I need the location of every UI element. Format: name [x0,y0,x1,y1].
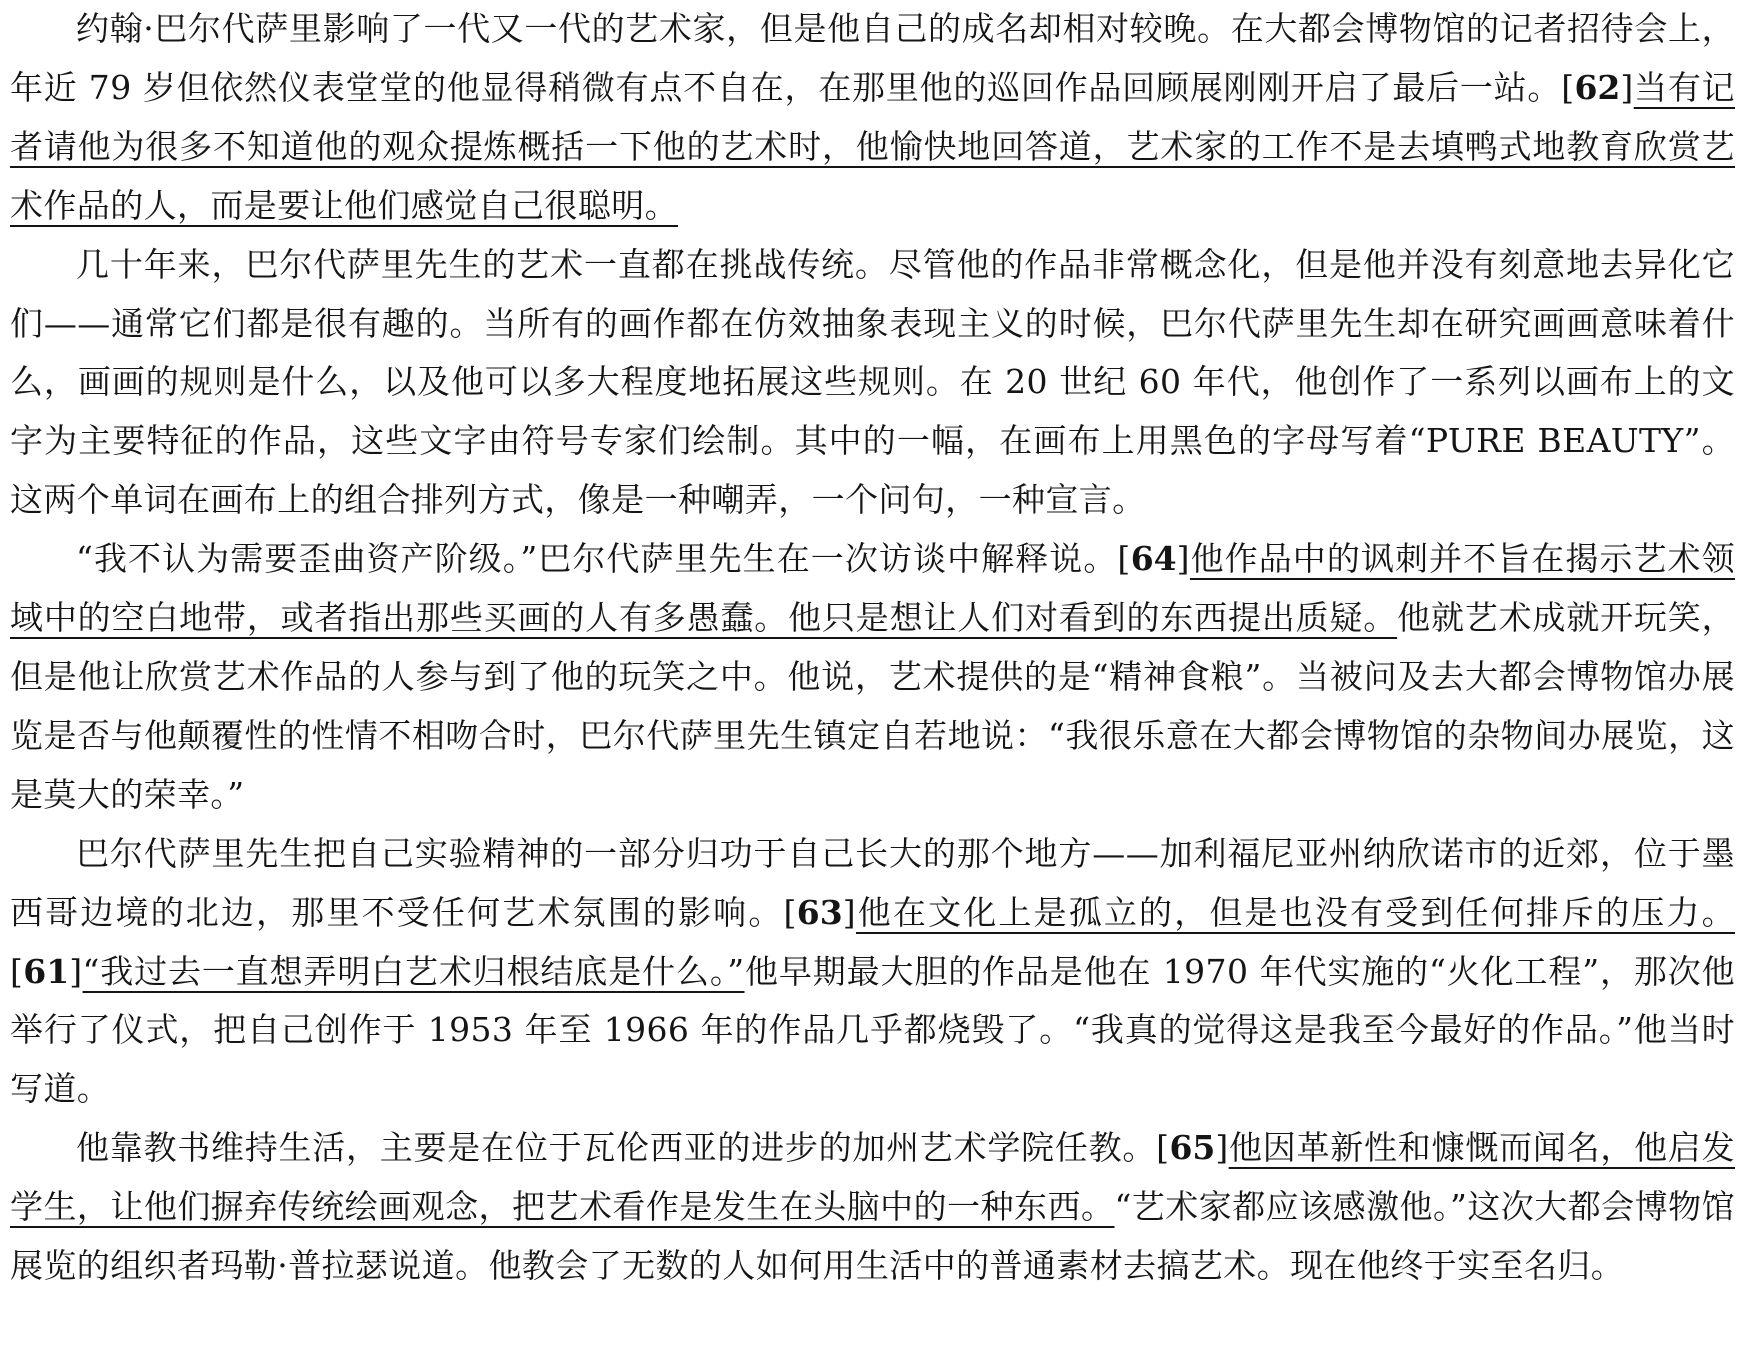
bracket-open: [ [783,892,797,932]
bracket-close: ] [1176,539,1190,579]
bracket-open: [ [10,951,24,991]
paragraph-text: 巴尔代萨里先生把自己实验精神的一部分归功于自己长大的那个地方——加利福尼亚州纳欣诺市的近郊，位于墨西哥边境的北边，那里不受任何艺术氛围的影响。 [10,833,1735,932]
paragraph-text: “艺术家都应该感激他。”这次大都会博物馆展览的组织者玛勒·普拉瑟说道。他教会了无数的人如何用生活中的普通素材去搞艺术。现在他终于实至名归。 [10,1187,1735,1286]
paragraph-2 [10,236,1735,531]
paragraph-text: 他就艺术成就开玩笑，但是他让欣赏艺术作品的人参与到了他的玩笑之中。他说，艺术提供的是“精神食粮”。当被问及去大都会博物馆办展览是否与他颠覆性的性情不相吻合时，巴尔代萨里先生镇定自若地说：“我很乐意在大都会博物馆的杂物间办展览，这是莫大的荣幸。” [10,598,1735,814]
underlined-answer-62: 当有记者请他为很多不知道他的观众提炼概括一下他的艺术时，他愉快地回答道，艺术家的工作不是去填鸭式地教育欣赏艺术作品的人，而是要让他们感觉自己很聪明。 [10,67,1735,225]
paragraph-text: 他早期最大胆的作品是他在 1970 年代实施的“火化工程”，那次他举行了仪式，把自己创作于 1953 年至 1966 年的作品几乎都烧毁了。“我真的觉得这是我至今最好的作品。”他当时写道。 [10,951,1735,1109]
underlined-answer-64: 他作品中的讽刺并不旨在揭示艺术领域中的空白地带，或者指出那些买画的人有多愚蠢。他只是想让人们对看到的东西提出质疑。 [10,539,1735,638]
bracket-close: ] [1620,67,1634,107]
bracket-open: [ [1156,1128,1170,1168]
question-ref-64: 64 [1130,539,1177,579]
question-ref-61: 61 [23,951,70,991]
underlined-answer-61: “我过去一直想弄明白艺术归根结底是什么。” [82,951,745,991]
document-page [10,0,1735,1296]
bracket-close: ] [69,951,83,991]
paragraph-text: 几十年来，巴尔代萨里先生的艺术一直都在挑战传统。尽管他的作品非常概念化，但是他并没有刻意地去异化它们——通常它们都是很有趣的。当所有的画作都在仿效抽象表现主义的时候，巴尔代萨里先生却在研究画画意味着什么，画画的规则是什么，以及他可以多大程度地拓展这些规则。在 20 世纪 60 年代，他创作了一系列以画布上的文字为主要特征的作品，这些文字由符号专家们绘制。其中的一幅，在画布上用黑色的字母写着“PURE BEAUTY”。这两个单词在画布上的组合排列方式，像是一种嘲弄，一个问句，一种宣言。 [10,244,1735,520]
question-ref-62: 62 [1574,67,1621,107]
question-ref-63: 63 [796,892,843,932]
paragraph-3 [10,530,1735,825]
bracket-open: [ [1561,67,1575,107]
bracket-open: [ [1117,539,1131,579]
underlined-answer-65: 他因革新性和慷慨而闻名，他启发学生，让他们摒弃传统绘画观念，把艺术看作是发生在头脑中的一种东西。 [10,1128,1735,1227]
paragraph-4 [10,825,1735,1120]
underlined-answer-63: 他在文化上是孤立的，但是也没有受到任何排斥的压力。 [856,892,1735,932]
question-ref-65: 65 [1169,1128,1216,1168]
bracket-close: ] [1215,1128,1229,1168]
paragraph-text: 他靠教书维持生活，主要是在位于瓦伦西亚的进步的加州艺术学院任教。 [76,1128,1157,1168]
paragraph-text: “我不认为需要歪曲资产阶级。”巴尔代萨里先生在一次访谈中解释说。 [76,539,1118,579]
paragraph-text: 约翰·巴尔代萨里影响了一代又一代的艺术家，但是他自己的成名却相对较晚。在大都会博物馆的记者招待会上，年近 79 岁但依然仪表堂堂的他显得稍微有点不自在，在那里他的巡回作品回顾展刚刚开启了最后一站。 [10,9,1735,107]
paragraph-1 [10,0,1735,236]
bracket-close: ] [842,892,857,932]
paragraph-5 [10,1119,1735,1296]
